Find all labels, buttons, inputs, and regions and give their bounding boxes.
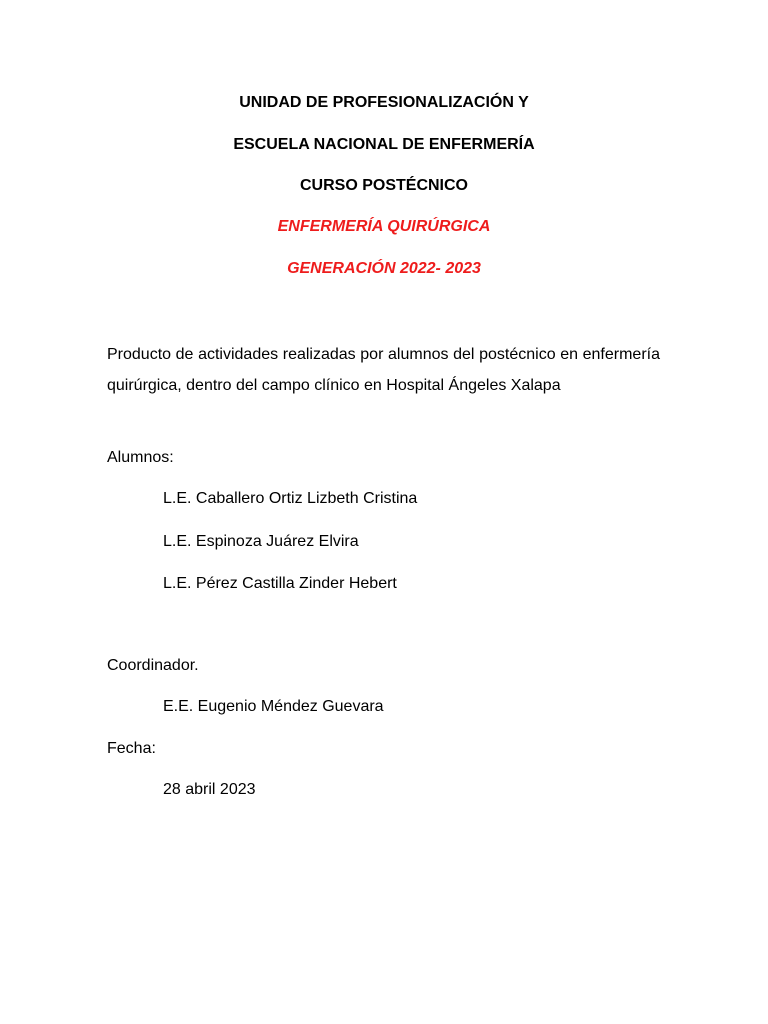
student-name-1: L.E. Caballero Ortiz Lizbeth Cristina xyxy=(163,490,418,507)
student-name-2: L.E. Espinoza Juárez Elvira xyxy=(163,533,359,550)
date-label: Fecha: xyxy=(107,740,156,757)
students-label: Alumnos: xyxy=(107,449,174,466)
student-name-3: L.E. Pérez Castilla Zinder Hebert xyxy=(163,575,397,592)
coordinator-name: E.E. Eugenio Méndez Guevara xyxy=(163,698,384,715)
coordinator-label: Coordinador. xyxy=(107,657,199,674)
heading-course: CURSO POSTÉCNICO xyxy=(299,177,468,194)
heading-institution-line1: UNIDAD DE PROFESIONALIZACIÓN Y xyxy=(239,94,529,111)
date-value: 28 abril 2023 xyxy=(163,781,256,798)
heading-specialty: ENFERMERÍA QUIRÚRGICA xyxy=(277,218,491,235)
heading-institution-line2: ESCUELA NACIONAL DE ENFERMERÍA xyxy=(233,136,535,153)
description-paragraph: Producto de actividades realizadas por alumnos del postécnico en enfermería quirúrgica, dentro del campo clínico en Hospital Ángeles Xalapa xyxy=(107,346,660,394)
heading-generation: GENERACIÓN 2022- 2023 xyxy=(287,260,481,277)
